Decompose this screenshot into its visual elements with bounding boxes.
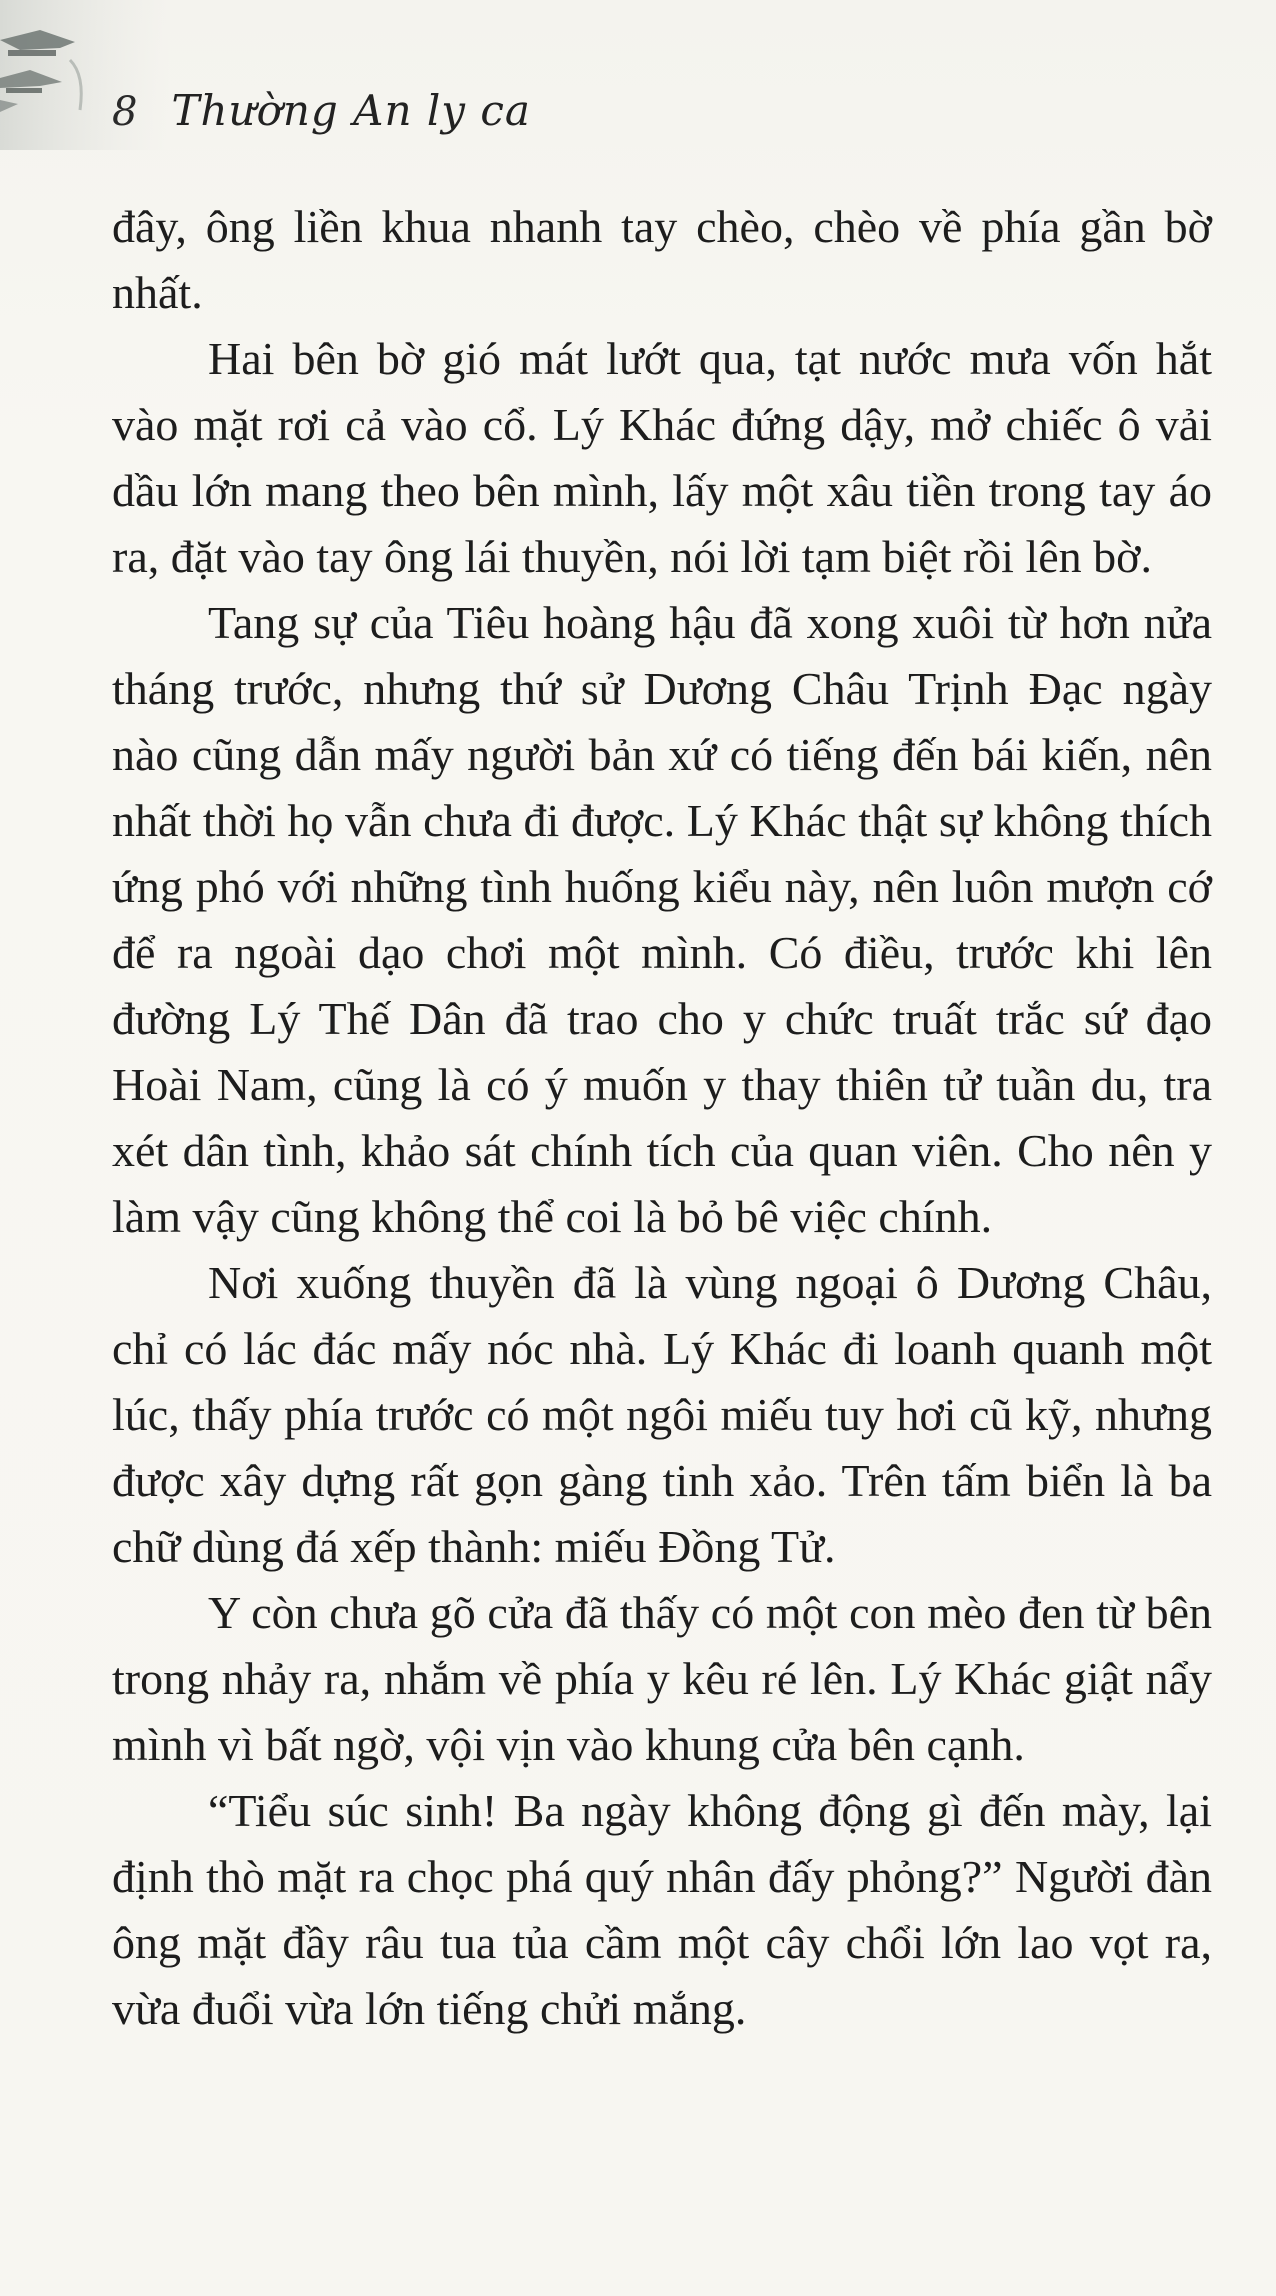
page-number: 8 [112, 89, 138, 135]
paragraph: Nơi xuống thuyền đã là vùng ngoại ô Dương Châu, chỉ có lác đác mấy nóc nhà. Lý Khác đi loanh quanh một lúc, thấy phía trước có một ngôi miếu tuy hơi cũ kỹ, nhưng được xây dựng rất gọn gàng tinh xảo. Trên tấm biển là ba chữ dùng đá xếp thành: miếu Đồng Tử. [112, 1257, 1212, 1572]
paragraph: Y còn chưa gõ cửa đã thấy có một con mèo đen từ bên trong nhảy ra, nhắm về phía y kêu ré lên. Lý Khác giật nẩy mình vì bất ngờ, vội vịn vào khung cửa bên cạnh. [112, 1587, 1212, 1770]
paragraph: “Tiểu súc sinh! Ba ngày không động gì đến mày, lại định thò mặt ra chọc phá quý nhân đấy phỏng?” Người đàn ông mặt đầy râu tua tủa cầm một cây chổi lớn lao vọt ra, vừa đuổi vừa lớn tiếng chửi mắng. [112, 1785, 1212, 2034]
running-header [112, 86, 531, 135]
paragraph: Tang sự của Tiêu hoàng hậu đã xong xuôi từ hơn nửa tháng trước, nhưng thứ sử Dương Châu Trịnh Đạc ngày nào cũng dẫn mấy người bản xứ có tiếng đến bái kiến, nên nhất thời họ vẫn chưa đi được. Lý Khác thật sự không thích ứng phó với những tình huống kiểu này, nên luôn mượn cớ để ra ngoài dạo chơi một mình. Có điều, trước khi lên đường Lý Thế Dân đã trao cho y chức truất trắc sứ đạo Hoài Nam, cũng là có ý muốn y thay thiên tử tuần du, tra xét dân tình, khảo sát chính tích của quan viên. Cho nên y làm vậy cũng không thể coi là bỏ bê việc chính. [112, 597, 1212, 1242]
running-title: Thường An ly ca [171, 86, 531, 135]
paragraph: đây, ông liền khua nhanh tay chèo, chèo về phía gần bờ nhất. [112, 201, 1212, 318]
body-text [112, 194, 1212, 2042]
paragraph: Hai bên bờ gió mát lướt qua, tạt nước mưa vốn hắt vào mặt rơi cả vào cổ. Lý Khác đứng dậy, mở chiếc ô vải dầu lớn mang theo bên mình, lấy một xâu tiền trong tay áo ra, đặt vào tay ông lái thuyền, nói lời tạm biệt rồi lên bờ. [112, 333, 1212, 582]
